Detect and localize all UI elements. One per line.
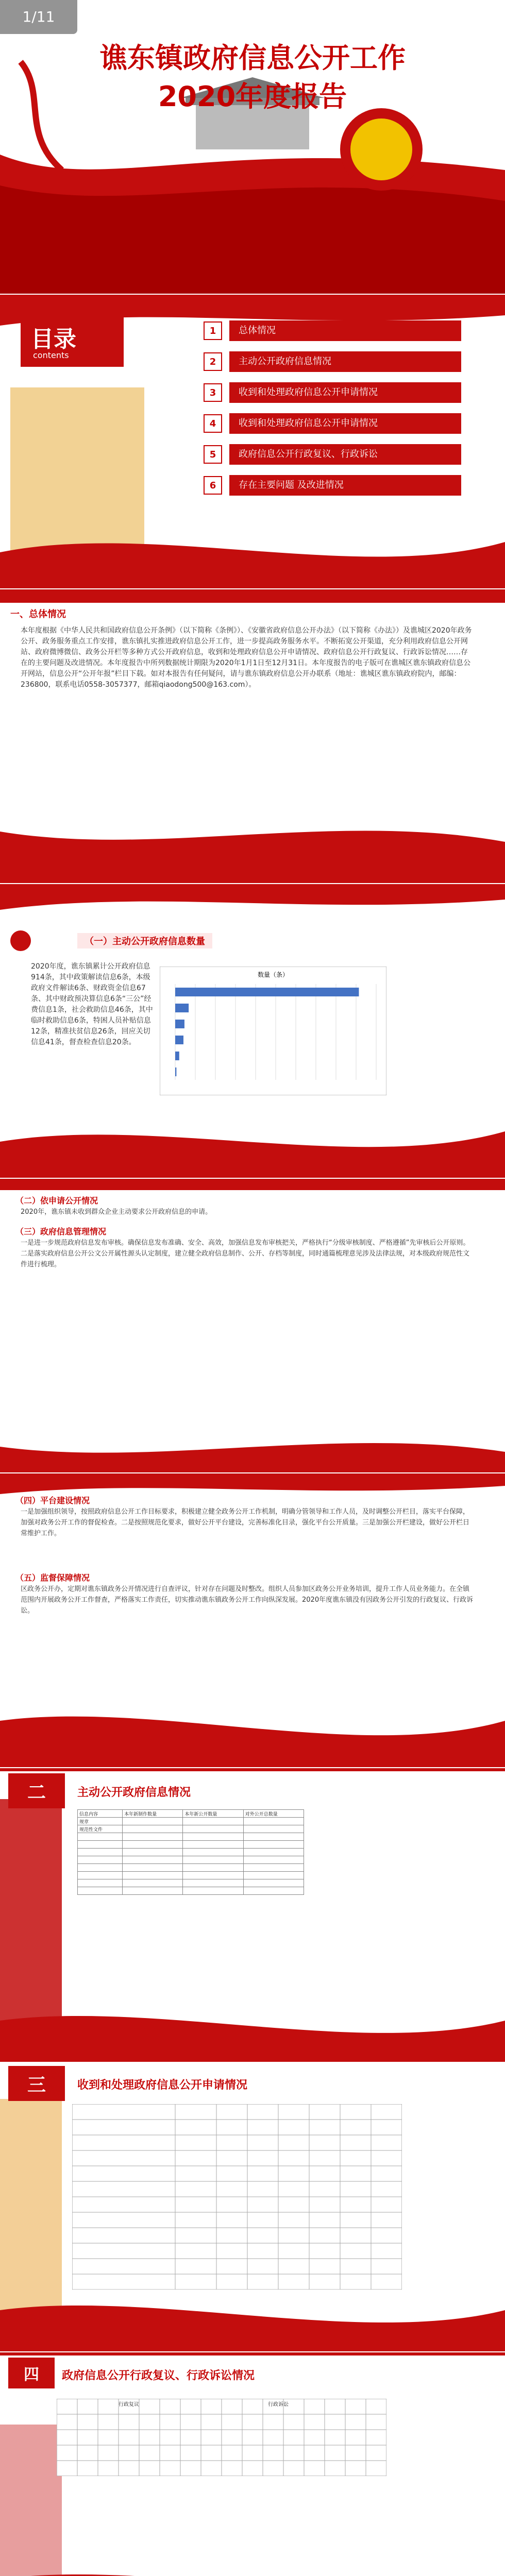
section4-slide <box>0 2352 505 2576</box>
chart-bar <box>175 1067 176 1076</box>
s4-col-review: 行政复议 <box>119 2402 139 2408</box>
active-text: 2020年度，谯东镇累计公开政府信息914条，其中政策解读信息6条，本级政府文件解读6条、财政资金信息67条、其中财政预决算信息6条“三公”经费信息1条，社会救助信息46条，其中临时救助信息6条，特困人员补贴信息12条，精准扶贫信息26条，回应关切信息41条，督查检查信息20条。 <box>31 962 153 1046</box>
toc-num: 2 <box>204 352 222 371</box>
chart-frame <box>160 967 386 1095</box>
s2-table <box>77 1809 304 1895</box>
toc-item-4[interactable] <box>204 413 461 434</box>
section2-slide <box>0 1768 505 2062</box>
s3-num: 三 <box>8 2066 65 2101</box>
s2-title: 主动公开政府信息情况 <box>77 1786 191 1799</box>
s2-num: 二 <box>8 1773 65 1808</box>
s4-col-litigation: 行政诉讼 <box>268 2402 289 2408</box>
toc-label: 收到和处理政府信息公开申请情况 <box>229 382 461 403</box>
s3-table-grid <box>72 2104 402 2290</box>
toc-item-6[interactable] <box>204 475 461 496</box>
toc-num: 6 <box>204 476 222 495</box>
sub-body-4: 一是加强组织领导，按照政府信息公开工作目标要求，积极建立健全政务公开工作机制，明确分管领导和工作人员，及时调整公开栏目，落实平台保障，加强对政务公开工作的督促检查。二是按照规范化要求，做好公开平台建设，完善标准化目录，强化平台公开质量。三是加强公开栏建设，做好公开栏日常维护工作。 <box>21 1508 470 1537</box>
sub-heading-3: （三）政府信息管理情况 <box>15 1227 107 1236</box>
chart-bar <box>175 1052 179 1060</box>
chart-bar <box>175 1020 184 1028</box>
sub-heading-2: （二）依申请公开情况 <box>15 1196 98 1206</box>
toc-num: 1 <box>204 321 222 340</box>
cover-title-line1: 谯东镇政府信息公开工作 <box>99 42 406 74</box>
sub-body-3: 一是进一步规范政府信息发布审核。确保信息发布准确、安全、高效，加强信息发布审核把关，严格执行“分级审核制度、严格遵循”先审核后公开原则。二是落实政府信息公开公文公开属性源头认定制度，建立健全政府信息制作、公开、存档等制度，同时通篇梳理意见涉及法律法规，对本级政府规范性文件进行梳理。 <box>21 1239 470 1268</box>
subsections-slide <box>0 1179 505 1472</box>
toc-item-3[interactable] <box>204 382 461 403</box>
toc-subheading: contents <box>33 350 69 360</box>
th: 本年新公开数量 <box>183 1810 243 1818</box>
platform-slide <box>0 1473 505 1767</box>
td: 规范性文件 <box>78 1825 123 1833</box>
overview-heading: 一、总体情况 <box>10 609 66 620</box>
sub-body-5: 区政务公开办，定期对谯东镇政务公开情况进行自查评议，针对存在问题及时整改。组织人员参加区政务公开业务培训，提升工作人员业务能力。在全镇范围内开展政务公开工作督查，严格落实工作责任，切实推动谯东镇政务公开工作向纵深发展。2020年度谯东镇没有因政务公开引发的行政复议、行政诉讼。 <box>21 1585 474 1615</box>
s4-title: 政府信息公开行政复议、行政诉讼情况 <box>62 2369 255 2382</box>
toc-item-2[interactable] <box>204 351 461 372</box>
toc-label: 总体情况 <box>229 320 461 341</box>
sub-heading-4: （四）平台建设情况 <box>15 1496 90 1505</box>
cover-slide <box>0 0 505 294</box>
toc-heading: 目录 <box>31 326 76 352</box>
s4-table-grid <box>57 2399 386 2476</box>
page-counter: 1/11 <box>0 0 77 34</box>
th: 信息内容 <box>78 1810 123 1818</box>
overview-slide <box>0 589 505 883</box>
toc-item-1[interactable] <box>204 320 461 341</box>
td: 规章 <box>78 1818 123 1825</box>
sub-art <box>0 1179 505 1472</box>
toc-label: 政府信息公开行政复议、行政诉讼 <box>229 444 461 465</box>
sub-body-2: 2020年，谯东镇未收到群众企业主动要求公开政府信息的申请。 <box>21 1208 212 1216</box>
active-disclosure-slide <box>0 884 505 1178</box>
toc-label: 存在主要问题 及改进情况 <box>229 475 461 496</box>
th: 对外公开总数量 <box>243 1810 304 1818</box>
chart-bar <box>175 1004 189 1012</box>
bar-chart <box>160 967 386 1095</box>
toc-num: 5 <box>204 445 222 464</box>
th: 本年新制作数量 <box>123 1810 183 1818</box>
overview-body: 本年度根据《中华人民共和国政府信息公开条例》（以下简称《条例》）、《安徽省政府信息公开办法》（以下简称《办法》）及谯城区2020年政务公开、政务服务重点工作安排，谯东镇扎实推进政府信息公开工作，进一步提高政务服务水平。不断拓宽公开渠道，充分利用政府信息公开网站、政府微博微信、政务公开栏等多种方式公开政府信息，收到和处理政府信息公开申请情况、政府信息公开行政复议、行政诉讼情况……存在的主要问题及改进情况。本年度报告中所列数据统计期限为2020年1月1日至12月31日。本年度报告的电子版可在谯城区谯东镇政府信息公开网站，信息公开“公开年报”栏目下载。如对本报告有任何疑问，请与谯东镇政府信息公开办联系（地址：谯城区谯东镇政府院内，邮编：236800，联系电话0558-3057377，邮箱qiaodong500@163.com）。 <box>21 626 472 689</box>
toc-num: 4 <box>204 414 222 433</box>
toc-slide <box>0 295 505 588</box>
s4-num: 四 <box>8 2358 55 2388</box>
chart-bar <box>175 1036 183 1044</box>
s3-title: 收到和处理政府信息公开申请情况 <box>77 2079 248 2092</box>
cover-title-line2: 2020年度报告 <box>158 80 347 113</box>
toc-label: 收到和处理政府信息公开申请情况 <box>229 413 461 434</box>
section3-slide <box>0 2063 505 2351</box>
toc-num: 3 <box>204 383 222 402</box>
toc-label: 主动公开政府信息情况 <box>229 351 461 372</box>
active-heading: （一）主动公开政府信息数量 <box>77 933 212 948</box>
chart-bar <box>175 988 359 996</box>
toc-item-5[interactable] <box>204 444 461 465</box>
chart-title: 数量（条） <box>257 971 289 978</box>
sub-heading-5: （五）监督保障情况 <box>15 1573 90 1583</box>
